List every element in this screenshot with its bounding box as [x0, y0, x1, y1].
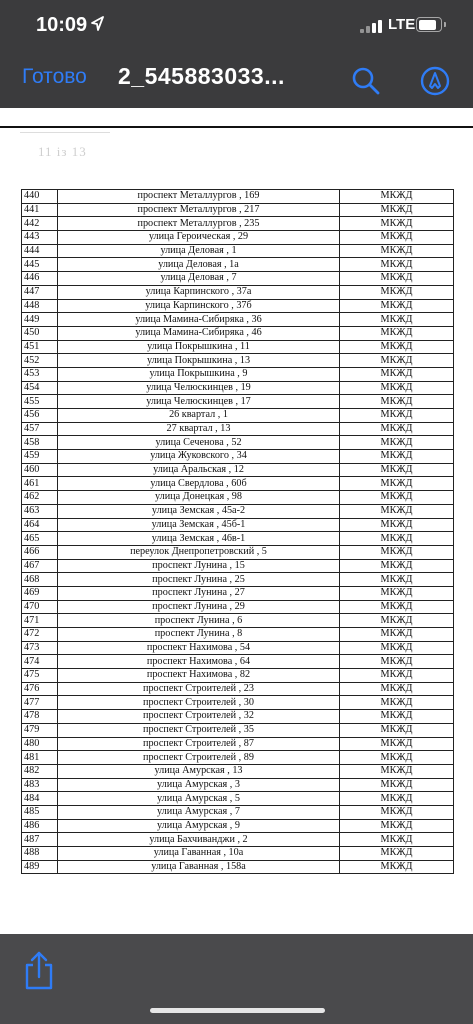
address-cell: улица Деловая , 7 — [58, 272, 340, 286]
address-cell: проспект Строителей , 30 — [58, 696, 340, 710]
search-icon[interactable] — [351, 66, 381, 96]
table-row — [22, 792, 454, 806]
organization-cell: МКЖД — [340, 354, 454, 368]
organization-cell: МКЖД — [340, 682, 454, 696]
table-row — [22, 436, 454, 450]
address-cell: улица Амурская , 7 — [58, 805, 340, 819]
table-row — [22, 203, 454, 217]
table-row — [22, 518, 454, 532]
row-number-cell: 462 — [22, 491, 58, 505]
address-cell: улица Амурская , 5 — [58, 792, 340, 806]
address-cell: проспект Металлургов , 235 — [58, 217, 340, 231]
document-page[interactable] — [0, 108, 473, 934]
table-row — [22, 573, 454, 587]
address-cell: проспект Металлургов , 217 — [58, 203, 340, 217]
row-number-cell: 476 — [22, 682, 58, 696]
address-cell: улица Деловая , 1 — [58, 244, 340, 258]
organization-cell: МКЖД — [340, 313, 454, 327]
address-cell: проспект Лунина , 29 — [58, 600, 340, 614]
network-type: LTE — [388, 16, 416, 33]
organization-cell: МКЖД — [340, 833, 454, 847]
row-number-cell: 487 — [22, 833, 58, 847]
address-cell: улица Амурская , 3 — [58, 778, 340, 792]
address-cell: улица Амурская , 13 — [58, 764, 340, 778]
organization-cell: МКЖД — [340, 614, 454, 628]
address-cell: проспект Строителей , 89 — [58, 751, 340, 765]
organization-cell: МКЖД — [340, 244, 454, 258]
address-cell: улица Гаванная , 158а — [58, 860, 340, 874]
table-row — [22, 367, 454, 381]
row-number-cell: 477 — [22, 696, 58, 710]
address-cell: улица Донецкая , 98 — [58, 491, 340, 505]
row-number-cell: 453 — [22, 367, 58, 381]
organization-cell: МКЖД — [340, 573, 454, 587]
address-cell: улица Карпинского , 37б — [58, 299, 340, 313]
address-cell: проспект Нахимова , 82 — [58, 669, 340, 683]
row-number-cell: 458 — [22, 436, 58, 450]
table-row — [22, 778, 454, 792]
address-cell: улица Покрышкина , 13 — [58, 354, 340, 368]
navigation-bar — [0, 52, 473, 108]
organization-cell: МКЖД — [340, 203, 454, 217]
row-number-cell: 447 — [22, 285, 58, 299]
row-number-cell: 488 — [22, 847, 58, 861]
table-row — [22, 682, 454, 696]
table-row — [22, 723, 454, 737]
table-row — [22, 847, 454, 861]
markup-icon[interactable] — [420, 66, 450, 96]
organization-cell: МКЖД — [340, 409, 454, 423]
table-row — [22, 450, 454, 464]
organization-cell: МКЖД — [340, 258, 454, 272]
organization-cell: МКЖД — [340, 340, 454, 354]
address-cell: переулок Днепропетровский , 5 — [58, 545, 340, 559]
status-time: 10:09 — [36, 14, 88, 36]
organization-cell: МКЖД — [340, 545, 454, 559]
organization-cell: МКЖД — [340, 299, 454, 313]
address-cell: улица Покрышкина , 11 — [58, 340, 340, 354]
done-button[interactable]: Готово — [22, 65, 87, 88]
address-cell: проспект Металлургов , 169 — [58, 190, 340, 204]
organization-cell: МКЖД — [340, 463, 454, 477]
page-indicator: 11 із 13 — [38, 144, 87, 159]
table-row — [22, 669, 454, 683]
home-indicator[interactable] — [150, 1008, 325, 1013]
row-number-cell: 467 — [22, 559, 58, 573]
address-cell: улица Героическая , 29 — [58, 231, 340, 245]
row-number-cell: 448 — [22, 299, 58, 313]
organization-cell: МКЖД — [340, 395, 454, 409]
table-row — [22, 381, 454, 395]
table-row — [22, 833, 454, 847]
row-number-cell: 441 — [22, 203, 58, 217]
row-number-cell: 464 — [22, 518, 58, 532]
organization-cell: МКЖД — [340, 696, 454, 710]
row-number-cell: 446 — [22, 272, 58, 286]
row-number-cell: 454 — [22, 381, 58, 395]
table-row — [22, 545, 454, 559]
row-number-cell: 481 — [22, 751, 58, 765]
table-row — [22, 231, 454, 245]
organization-cell: МКЖД — [340, 669, 454, 683]
table-row — [22, 860, 454, 874]
address-cell: улица Амурская , 9 — [58, 819, 340, 833]
address-cell: проспект Лунина , 27 — [58, 586, 340, 600]
row-number-cell: 445 — [22, 258, 58, 272]
row-number-cell: 475 — [22, 669, 58, 683]
table-row — [22, 217, 454, 231]
row-number-cell: 451 — [22, 340, 58, 354]
page-ghost-rule — [20, 132, 110, 133]
table-row — [22, 641, 454, 655]
row-number-cell: 472 — [22, 628, 58, 642]
organization-cell: МКЖД — [340, 217, 454, 231]
row-number-cell: 452 — [22, 354, 58, 368]
table-row — [22, 764, 454, 778]
status-bar — [0, 0, 473, 52]
table-row — [22, 340, 454, 354]
row-number-cell: 485 — [22, 805, 58, 819]
address-cell: улица Жуковского , 34 — [58, 450, 340, 464]
row-number-cell: 444 — [22, 244, 58, 258]
table-row — [22, 628, 454, 642]
address-cell: проспект Лунина , 25 — [58, 573, 340, 587]
row-number-cell: 460 — [22, 463, 58, 477]
row-number-cell: 489 — [22, 860, 58, 874]
organization-cell: МКЖД — [340, 860, 454, 874]
organization-cell: МКЖД — [340, 491, 454, 505]
row-number-cell: 473 — [22, 641, 58, 655]
table-row — [22, 477, 454, 491]
organization-cell: МКЖД — [340, 518, 454, 532]
address-cell: улица Свердлова , 60б — [58, 477, 340, 491]
table-row — [22, 491, 454, 505]
organization-cell: МКЖД — [340, 586, 454, 600]
organization-cell: МКЖД — [340, 751, 454, 765]
share-icon[interactable] — [22, 950, 56, 992]
organization-cell: МКЖД — [340, 737, 454, 751]
table-row — [22, 354, 454, 368]
row-number-cell: 474 — [22, 655, 58, 669]
document-title: 2_545883033... — [118, 63, 285, 89]
table-row — [22, 190, 454, 204]
table-row — [22, 285, 454, 299]
row-number-cell: 486 — [22, 819, 58, 833]
row-number-cell: 463 — [22, 504, 58, 518]
row-number-cell: 466 — [22, 545, 58, 559]
table-row — [22, 313, 454, 327]
address-cell: проспект Лунина , 6 — [58, 614, 340, 628]
organization-cell: МКЖД — [340, 559, 454, 573]
address-cell: 27 квартал , 13 — [58, 422, 340, 436]
location-arrow-icon — [90, 14, 104, 34]
address-cell: проспект Лунина , 8 — [58, 628, 340, 642]
signal-icon — [360, 19, 382, 33]
table-row — [22, 696, 454, 710]
organization-cell: МКЖД — [340, 628, 454, 642]
table-row — [22, 614, 454, 628]
address-cell: улица Земская , 45а-2 — [58, 504, 340, 518]
address-cell: проспект Строителей , 35 — [58, 723, 340, 737]
table-row — [22, 326, 454, 340]
table-row — [22, 504, 454, 518]
page-top-rule — [0, 126, 473, 128]
address-cell: проспект Строителей , 32 — [58, 710, 340, 724]
organization-cell: МКЖД — [340, 504, 454, 518]
organization-cell: МКЖД — [340, 710, 454, 724]
organization-cell: МКЖД — [340, 819, 454, 833]
organization-cell: МКЖД — [340, 655, 454, 669]
address-cell: проспект Строителей , 23 — [58, 682, 340, 696]
row-number-cell: 471 — [22, 614, 58, 628]
organization-cell: МКЖД — [340, 367, 454, 381]
row-number-cell: 483 — [22, 778, 58, 792]
row-number-cell: 461 — [22, 477, 58, 491]
row-number-cell: 480 — [22, 737, 58, 751]
address-table — [21, 189, 454, 874]
address-cell: проспект Нахимова , 54 — [58, 641, 340, 655]
address-cell: проспект Нахимова , 64 — [58, 655, 340, 669]
address-cell: улица Бахчиванджи , 2 — [58, 833, 340, 847]
row-number-cell: 459 — [22, 450, 58, 464]
table-row — [22, 819, 454, 833]
table-row — [22, 258, 454, 272]
table-row — [22, 422, 454, 436]
address-cell: улица Челюскинцев , 19 — [58, 381, 340, 395]
organization-cell: МКЖД — [340, 285, 454, 299]
row-number-cell: 469 — [22, 586, 58, 600]
row-number-cell: 443 — [22, 231, 58, 245]
address-cell: улица Гаванная , 10а — [58, 847, 340, 861]
organization-cell: МКЖД — [340, 381, 454, 395]
row-number-cell: 442 — [22, 217, 58, 231]
organization-cell: МКЖД — [340, 272, 454, 286]
address-cell: 26 квартал , 1 — [58, 409, 340, 423]
table-row — [22, 751, 454, 765]
row-number-cell: 456 — [22, 409, 58, 423]
row-number-cell: 479 — [22, 723, 58, 737]
row-number-cell: 450 — [22, 326, 58, 340]
organization-cell: МКЖД — [340, 190, 454, 204]
organization-cell: МКЖД — [340, 764, 454, 778]
organization-cell: МКЖД — [340, 422, 454, 436]
table-row — [22, 272, 454, 286]
address-cell: улица Мамина-Сибиряка , 36 — [58, 313, 340, 327]
table-row — [22, 559, 454, 573]
organization-cell: МКЖД — [340, 436, 454, 450]
address-cell: улица Покрышкина , 9 — [58, 367, 340, 381]
row-number-cell: 468 — [22, 573, 58, 587]
address-cell: улица Карпинского , 37а — [58, 285, 340, 299]
organization-cell: МКЖД — [340, 231, 454, 245]
organization-cell: МКЖД — [340, 326, 454, 340]
organization-cell: МКЖД — [340, 641, 454, 655]
table-row — [22, 737, 454, 751]
organization-cell: МКЖД — [340, 847, 454, 861]
row-number-cell: 484 — [22, 792, 58, 806]
battery-icon — [416, 17, 442, 32]
table-row — [22, 710, 454, 724]
table-row — [22, 805, 454, 819]
organization-cell: МКЖД — [340, 723, 454, 737]
organization-cell: МКЖД — [340, 532, 454, 546]
organization-cell: МКЖД — [340, 805, 454, 819]
row-number-cell: 465 — [22, 532, 58, 546]
address-cell: улица Сеченова , 52 — [58, 436, 340, 450]
address-cell: улица Земская , 45б-1 — [58, 518, 340, 532]
table-row — [22, 655, 454, 669]
table-row — [22, 244, 454, 258]
organization-cell: МКЖД — [340, 600, 454, 614]
row-number-cell: 440 — [22, 190, 58, 204]
organization-cell: МКЖД — [340, 792, 454, 806]
row-number-cell: 457 — [22, 422, 58, 436]
address-cell: проспект Строителей , 87 — [58, 737, 340, 751]
organization-cell: МКЖД — [340, 778, 454, 792]
table-row — [22, 600, 454, 614]
table-row — [22, 463, 454, 477]
organization-cell: МКЖД — [340, 450, 454, 464]
row-number-cell: 478 — [22, 710, 58, 724]
table-row — [22, 395, 454, 409]
organization-cell: МКЖД — [340, 477, 454, 491]
address-cell: улица Челюскинцев , 17 — [58, 395, 340, 409]
row-number-cell: 470 — [22, 600, 58, 614]
address-cell: улица Земская , 46в-1 — [58, 532, 340, 546]
address-cell: улица Мамина-Сибиряка , 46 — [58, 326, 340, 340]
table-row — [22, 299, 454, 313]
table-row — [22, 532, 454, 546]
table-row — [22, 586, 454, 600]
row-number-cell: 482 — [22, 764, 58, 778]
row-number-cell: 455 — [22, 395, 58, 409]
address-cell: проспект Лунина , 15 — [58, 559, 340, 573]
address-cell: улица Деловая , 1а — [58, 258, 340, 272]
address-cell: улица Аральская , 12 — [58, 463, 340, 477]
row-number-cell: 449 — [22, 313, 58, 327]
table-row — [22, 409, 454, 423]
